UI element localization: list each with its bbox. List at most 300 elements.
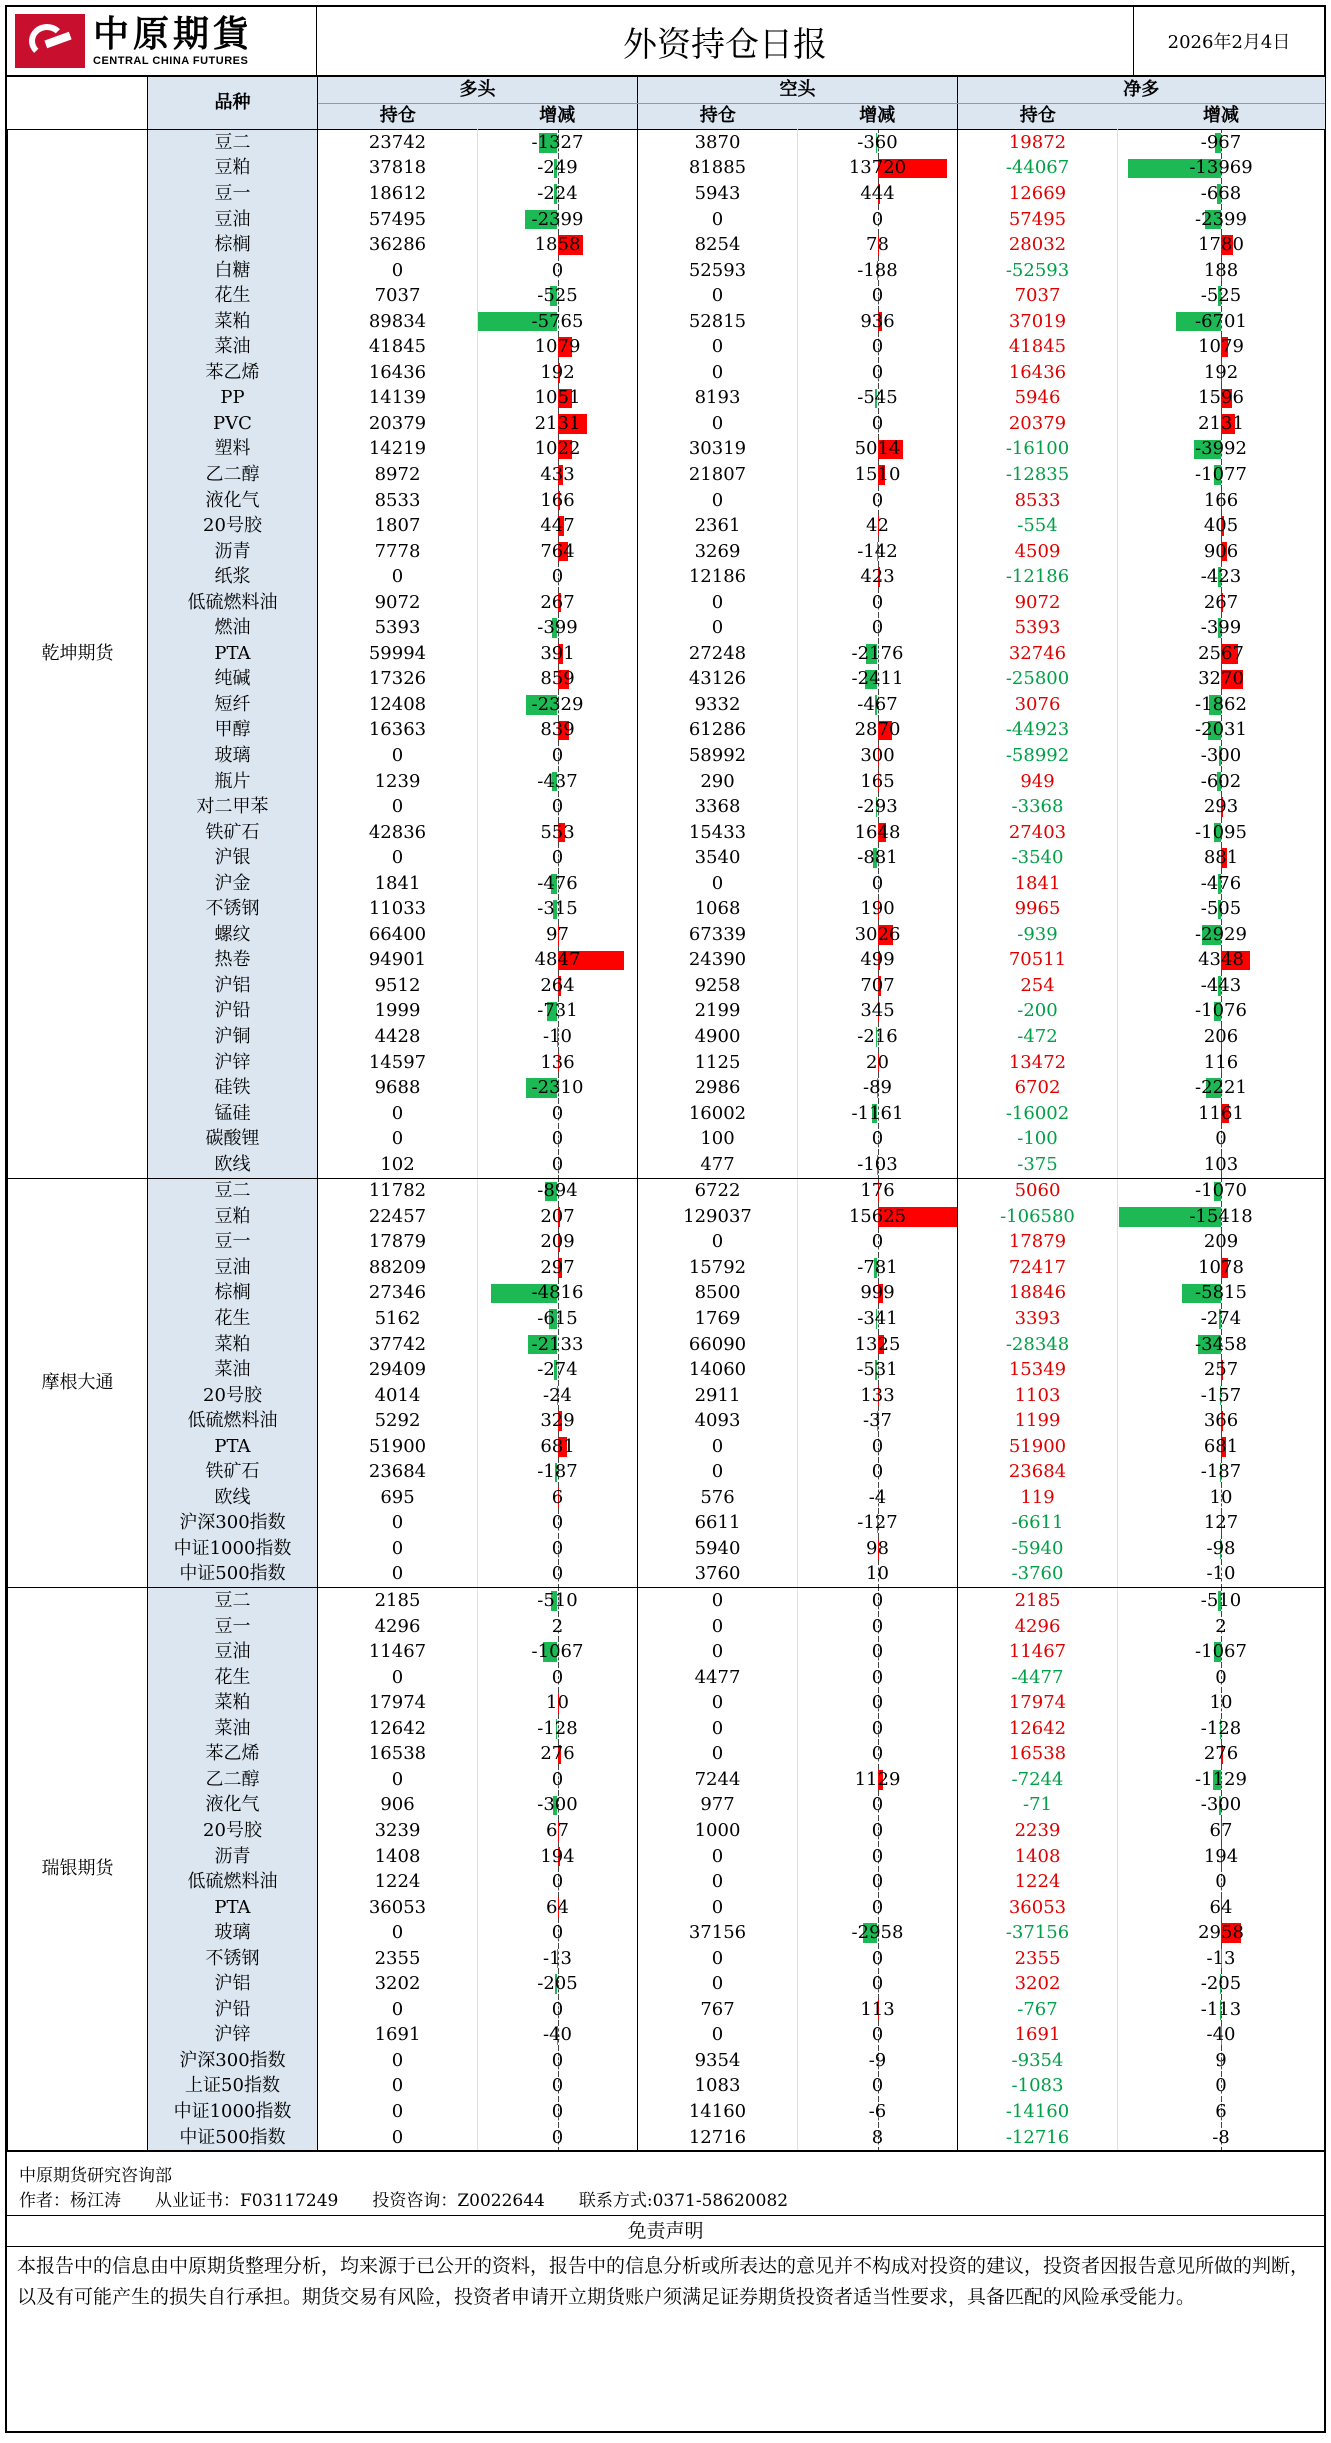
change-value: 6: [1215, 2101, 1226, 2122]
net-position: -375: [958, 1152, 1118, 1178]
change-value: -188: [857, 260, 897, 281]
change-value: 0: [872, 1616, 883, 1637]
change-value: -13: [1207, 1948, 1236, 1969]
table-row: [8, 1230, 1325, 1256]
net-position: -472: [958, 1024, 1118, 1050]
table-row: [8, 1511, 1325, 1537]
short-position: 14160: [638, 2099, 798, 2125]
short-position: 14060: [638, 1357, 798, 1383]
change-value: 329: [540, 1410, 574, 1431]
short-position: 2911: [638, 1383, 798, 1409]
short-change-cell: [798, 1408, 958, 1434]
change-value: 0: [552, 1769, 563, 1790]
long-change-cell: [478, 513, 638, 539]
change-value: -274: [1201, 1308, 1241, 1329]
change-value: -894: [537, 1180, 577, 1201]
short-change-cell: [798, 283, 958, 309]
short-change-cell: [798, 1511, 958, 1537]
long-position: 1841: [318, 871, 478, 897]
change-value: 0: [552, 1563, 563, 1584]
table-row: [8, 2074, 1325, 2100]
short-change-header: 增减: [798, 103, 958, 130]
short-position: 1083: [638, 2074, 798, 2100]
change-value: -249: [537, 157, 577, 178]
net-position: -44067: [958, 156, 1118, 182]
change-value: 1648: [855, 822, 901, 843]
change-value: 2: [552, 1616, 563, 1637]
net-change-cell: [1118, 1434, 1325, 1460]
change-value: 839: [540, 719, 574, 740]
change-value: 300: [860, 745, 894, 766]
table-row: [8, 1204, 1325, 1230]
long-position: 0: [318, 258, 478, 284]
long-position: 8533: [318, 488, 478, 514]
long-position: 37818: [318, 156, 478, 182]
variety-name: 菜粕: [148, 1332, 318, 1358]
change-value: 5014: [855, 438, 901, 459]
variety-name: 液化气: [148, 488, 318, 514]
net-position: 3393: [958, 1306, 1118, 1332]
table-row: [8, 232, 1325, 258]
long-change-cell: [478, 1946, 638, 1972]
change-value: -881: [857, 847, 897, 868]
variety-name: 欧线: [148, 1485, 318, 1511]
change-value: -2329: [532, 694, 584, 715]
long-position: 1224: [318, 1869, 478, 1895]
long-change-cell: [478, 1742, 638, 1768]
variety-name: PVC: [148, 411, 318, 437]
logo-chinese-name: 中原期貨: [93, 16, 253, 52]
variety-name: 豆油: [148, 1639, 318, 1665]
variety-name: 上证50指数: [148, 2074, 318, 2100]
long-change-cell: [478, 1306, 638, 1332]
variety-name: 棕榈: [148, 232, 318, 258]
short-position: 58992: [638, 743, 798, 769]
short-change-cell: [798, 743, 958, 769]
long-position: 0: [318, 1101, 478, 1127]
long-position: 0: [318, 1665, 478, 1691]
change-value: 0: [872, 1692, 883, 1713]
long-position: 1239: [318, 769, 478, 795]
table-row: [8, 1434, 1325, 1460]
variety-name: 沪锌: [148, 1050, 318, 1076]
net-position: -767: [958, 1997, 1118, 2023]
change-value: -423: [1201, 566, 1241, 587]
net-header: 净多: [958, 77, 1325, 103]
long-change-cell: [478, 1050, 638, 1076]
table-row: [8, 590, 1325, 616]
change-value: 1051: [535, 387, 581, 408]
short-position: 0: [638, 1690, 798, 1716]
net-change-cell: [1118, 1255, 1325, 1281]
long-position: 36053: [318, 1895, 478, 1921]
table-row: [8, 1024, 1325, 1050]
short-change-cell: [798, 1332, 958, 1358]
change-value: 194: [1204, 1846, 1238, 1867]
net-change-cell: [1118, 1716, 1325, 1742]
long-position: 4428: [318, 1024, 478, 1050]
change-value: -2929: [1195, 924, 1247, 945]
table-row: [8, 1971, 1325, 1997]
long-position: 88209: [318, 1255, 478, 1281]
long-change-cell: [478, 437, 638, 463]
short-change-cell: [798, 1767, 958, 1793]
change-value: 0: [872, 1871, 883, 1892]
long-position: 5292: [318, 1408, 478, 1434]
change-value: -525: [1201, 285, 1241, 306]
change-value: 0: [872, 1641, 883, 1662]
change-value: 0: [552, 260, 563, 281]
variety-name: 沪铝: [148, 973, 318, 999]
short-change-cell: [798, 1997, 958, 2023]
long-position: 17879: [318, 1230, 478, 1256]
positions-table: [7, 77, 1325, 2151]
net-change-cell: [1118, 1152, 1325, 1178]
table-row: [8, 2023, 1325, 2049]
change-value: -443: [1201, 975, 1241, 996]
net-position: 9965: [958, 897, 1118, 923]
table-row: [8, 871, 1325, 897]
short-change-cell: [798, 1230, 958, 1256]
change-value: 0: [872, 285, 883, 306]
change-value: 206: [1204, 1026, 1238, 1047]
change-value: -781: [857, 1257, 897, 1278]
change-value: -510: [1201, 1590, 1241, 1611]
net-change-cell: [1118, 1204, 1325, 1230]
short-position: 12186: [638, 564, 798, 590]
change-value: -98: [1207, 1538, 1236, 1559]
short-position: 66090: [638, 1332, 798, 1358]
net-position: 5393: [958, 615, 1118, 641]
table-row: [8, 641, 1325, 667]
long-change-cell: [478, 1024, 638, 1050]
long-change-cell: [478, 590, 638, 616]
net-position: -14160: [958, 2099, 1118, 2125]
net-change-header: 增减: [1118, 103, 1325, 130]
net-change-cell: [1118, 360, 1325, 386]
short-change-cell: [798, 437, 958, 463]
change-value: -476: [537, 873, 577, 894]
short-change-cell: [798, 1588, 958, 1614]
change-value: -300: [1201, 745, 1241, 766]
short-change-cell: [798, 1971, 958, 1997]
net-position: 949: [958, 769, 1118, 795]
table-row: [8, 845, 1325, 871]
disclaimer-title: 免责声明: [7, 2215, 1324, 2247]
net-position: -12716: [958, 2125, 1118, 2151]
change-value: 0: [552, 2101, 563, 2122]
variety-name: 瓶片: [148, 769, 318, 795]
long-change-cell: [478, 1281, 638, 1307]
change-value: -224: [537, 183, 577, 204]
change-value: 0: [552, 745, 563, 766]
table-row: [8, 130, 1325, 156]
long-change-cell: [478, 718, 638, 744]
short-position: 0: [638, 1716, 798, 1742]
variety-name: 沪金: [148, 871, 318, 897]
change-value: -274: [537, 1359, 577, 1380]
short-change-cell: [798, 692, 958, 718]
net-change-cell: [1118, 2125, 1325, 2151]
short-position: 1769: [638, 1306, 798, 1332]
change-value: 553: [540, 822, 574, 843]
change-value: -1095: [1195, 822, 1247, 843]
short-position: 3760: [638, 1562, 798, 1588]
table-row: [8, 283, 1325, 309]
variety-name: 豆油: [148, 207, 318, 233]
net-change-cell: [1118, 641, 1325, 667]
net-change-cell: [1118, 462, 1325, 488]
table-row: [8, 1869, 1325, 1895]
variety-name: PP: [148, 386, 318, 412]
change-value: -1076: [1195, 1000, 1247, 1021]
variety-name: 沪深300指数: [148, 1511, 318, 1537]
change-value: 859: [540, 668, 574, 689]
long-position: 0: [318, 794, 478, 820]
change-value: -24: [543, 1385, 572, 1406]
short-position: 129037: [638, 1204, 798, 1230]
change-value: -10: [1207, 1563, 1236, 1584]
long-change-cell: [478, 181, 638, 207]
long-position: 11467: [318, 1639, 478, 1665]
long-change-cell: [478, 1511, 638, 1537]
net-change-cell: [1118, 1126, 1325, 1152]
net-change-cell: [1118, 1306, 1325, 1332]
change-value: 936: [860, 311, 894, 332]
change-value: 166: [1204, 490, 1238, 511]
change-value: 707: [860, 975, 894, 996]
change-value: -315: [537, 898, 577, 919]
net-position: 7037: [958, 283, 1118, 309]
long-change-cell: [478, 283, 638, 309]
author-info: 作者：杨江涛 从业证书：F03117249 投资咨询：Z0022644 联系方式:0371-58620082: [19, 2189, 1312, 2214]
change-value: -467: [857, 694, 897, 715]
long-change-cell: [478, 1588, 638, 1614]
change-value: 423: [860, 566, 894, 587]
variety-name: 沪铅: [148, 999, 318, 1025]
variety-name: PTA: [148, 641, 318, 667]
short-change-cell: [798, 1614, 958, 1640]
short-change-cell: [798, 2099, 958, 2125]
long-position: 66400: [318, 922, 478, 948]
change-value: -2031: [1195, 719, 1247, 740]
net-position: 5946: [958, 386, 1118, 412]
net-change-cell: [1118, 871, 1325, 897]
short-position: 0: [638, 334, 798, 360]
long-position: 20379: [318, 411, 478, 437]
net-change-cell: [1118, 1639, 1325, 1665]
short-change-cell: [798, 2023, 958, 2049]
variety-name: 沪铅: [148, 1997, 318, 2023]
change-value: 209: [1204, 1231, 1238, 1252]
short-position: 0: [638, 1588, 798, 1614]
long-position: 1807: [318, 513, 478, 539]
long-position: 12642: [318, 1716, 478, 1742]
change-value: -128: [1201, 1718, 1241, 1739]
long-position: 12408: [318, 692, 478, 718]
long-change-cell: [478, 641, 638, 667]
long-change-cell: [478, 794, 638, 820]
net-change-cell: [1118, 1536, 1325, 1562]
short-position: 3269: [638, 539, 798, 565]
change-value: 0: [552, 1538, 563, 1559]
change-value: 0: [872, 1590, 883, 1611]
change-value: -602: [1201, 771, 1241, 792]
change-value: 64: [546, 1897, 569, 1918]
net-change-cell: [1118, 513, 1325, 539]
change-value: -967: [1201, 132, 1241, 153]
short-position: 7244: [638, 1767, 798, 1793]
net-position: 37019: [958, 309, 1118, 335]
net-change-cell: [1118, 309, 1325, 335]
change-value: 0: [872, 873, 883, 894]
net-position: 70511: [958, 948, 1118, 974]
long-change-cell: [478, 1690, 638, 1716]
net-position: 41845: [958, 334, 1118, 360]
short-position: 21807: [638, 462, 798, 488]
change-value: 42: [866, 515, 889, 536]
table-row: [8, 1178, 1325, 1204]
change-value: 0: [552, 2075, 563, 2096]
short-position: 1068: [638, 897, 798, 923]
change-value: 0: [552, 2050, 563, 2071]
short-change-cell: [798, 1793, 958, 1819]
change-value: -4816: [532, 1282, 584, 1303]
change-value: 3270: [1198, 668, 1244, 689]
net-change-cell: [1118, 794, 1325, 820]
change-value: -505: [1201, 898, 1241, 919]
long-change-cell: [478, 1178, 638, 1204]
net-position: 1841: [958, 871, 1118, 897]
net-change-cell: [1118, 1485, 1325, 1511]
change-value: -216: [857, 1026, 897, 1047]
change-value: 0: [872, 1436, 883, 1457]
table-row: [8, 386, 1325, 412]
short-position: 3368: [638, 794, 798, 820]
long-change-cell: [478, 743, 638, 769]
long-position: 9072: [318, 590, 478, 616]
short-position: 52815: [638, 309, 798, 335]
net-change-cell: [1118, 1997, 1325, 2023]
change-value: -205: [537, 1973, 577, 1994]
short-position: 4093: [638, 1408, 798, 1434]
long-position: 27346: [318, 1281, 478, 1307]
long-position: 23742: [318, 130, 478, 156]
long-change-cell: [478, 973, 638, 999]
long-change-cell: [478, 1434, 638, 1460]
net-position: 28032: [958, 232, 1118, 258]
long-header: 多头: [318, 77, 638, 103]
research-department: 中原期货研究咨询部: [19, 2164, 1312, 2189]
short-change-cell: [798, 2074, 958, 2100]
long-position: 1408: [318, 1844, 478, 1870]
short-change-cell: [798, 1178, 958, 1204]
change-value: 4348: [1198, 949, 1244, 970]
variety-name: 豆二: [148, 130, 318, 156]
long-change-cell: [478, 1357, 638, 1383]
disclaimer-text: 本报告中的信息由中原期货整理分析，均来源于已公开的资料，报告中的信息分析或所表达的意见并不构成对投资的建议，投资者因报告意见所做的判断，以及有可能产生的损失自行承担。期货交易有风险，投资者申请开立期货账户须满足证券期货投资者适当性要求，具备匹配的风险承受能力。: [7, 2247, 1324, 2316]
short-change-cell: [798, 769, 958, 795]
change-value: 1325: [855, 1334, 901, 1355]
short-position-header: 持仓: [638, 103, 798, 130]
change-value: 0: [872, 362, 883, 383]
change-value: 1161: [1198, 1103, 1244, 1124]
change-value: 2131: [1198, 413, 1244, 434]
change-value: -668: [1201, 183, 1241, 204]
net-change-cell: [1118, 258, 1325, 284]
table-row: [8, 411, 1325, 437]
change-value: 681: [540, 1436, 574, 1457]
long-position: 5162: [318, 1306, 478, 1332]
short-position: 9258: [638, 973, 798, 999]
variety-name: 塑料: [148, 437, 318, 463]
short-change-cell: [798, 1844, 958, 1870]
change-value: -1067: [1195, 1641, 1247, 1662]
variety-name: 玻璃: [148, 743, 318, 769]
net-change-cell: [1118, 181, 1325, 207]
long-position: 41845: [318, 334, 478, 360]
short-position: 100: [638, 1126, 798, 1152]
change-value: 1780: [1198, 234, 1244, 255]
short-change-cell: [798, 1562, 958, 1588]
short-change-cell: [798, 513, 958, 539]
table-row: [8, 1690, 1325, 1716]
change-value: -360: [857, 132, 897, 153]
short-position: 81885: [638, 156, 798, 182]
net-change-cell: [1118, 386, 1325, 412]
net-position: -1083: [958, 2074, 1118, 2100]
net-change-cell: [1118, 130, 1325, 156]
change-value: 0: [552, 1871, 563, 1892]
short-position: 5940: [638, 1536, 798, 1562]
net-change-cell: [1118, 2048, 1325, 2074]
table-row: [8, 1126, 1325, 1152]
long-change-cell: [478, 1793, 638, 1819]
logo-english-name: CENTRAL CHINA FUTURES: [93, 56, 253, 67]
change-value: 0: [872, 490, 883, 511]
change-value: 192: [1204, 362, 1238, 383]
net-position: -16002: [958, 1101, 1118, 1127]
net-position: -28348: [958, 1332, 1118, 1358]
change-value: 0: [872, 1128, 883, 1149]
change-value: 2131: [535, 413, 581, 434]
short-position: 0: [638, 411, 798, 437]
variety-name: 对二甲苯: [148, 794, 318, 820]
short-change-cell: [798, 539, 958, 565]
report-header: [7, 7, 1324, 77]
table-row: [8, 615, 1325, 641]
table-row: [8, 922, 1325, 948]
long-change-cell: [478, 1126, 638, 1152]
variety-name: 燃油: [148, 615, 318, 641]
change-value: -437: [537, 771, 577, 792]
change-value: -4: [869, 1487, 887, 1508]
change-value: -128: [537, 1718, 577, 1739]
short-position: 1000: [638, 1818, 798, 1844]
long-change-cell: [478, 360, 638, 386]
variety-name: 碳酸锂: [148, 1126, 318, 1152]
long-change-cell: [478, 130, 638, 156]
variety-name: 硅铁: [148, 1075, 318, 1101]
change-value: -13969: [1189, 157, 1252, 178]
net-change-cell: [1118, 692, 1325, 718]
short-position: 37156: [638, 1920, 798, 1946]
net-position: 12642: [958, 1716, 1118, 1742]
change-value: 0: [552, 1512, 563, 1533]
long-change-cell: [478, 1332, 638, 1358]
net-position: 72417: [958, 1255, 1118, 1281]
short-change-cell: [798, 948, 958, 974]
